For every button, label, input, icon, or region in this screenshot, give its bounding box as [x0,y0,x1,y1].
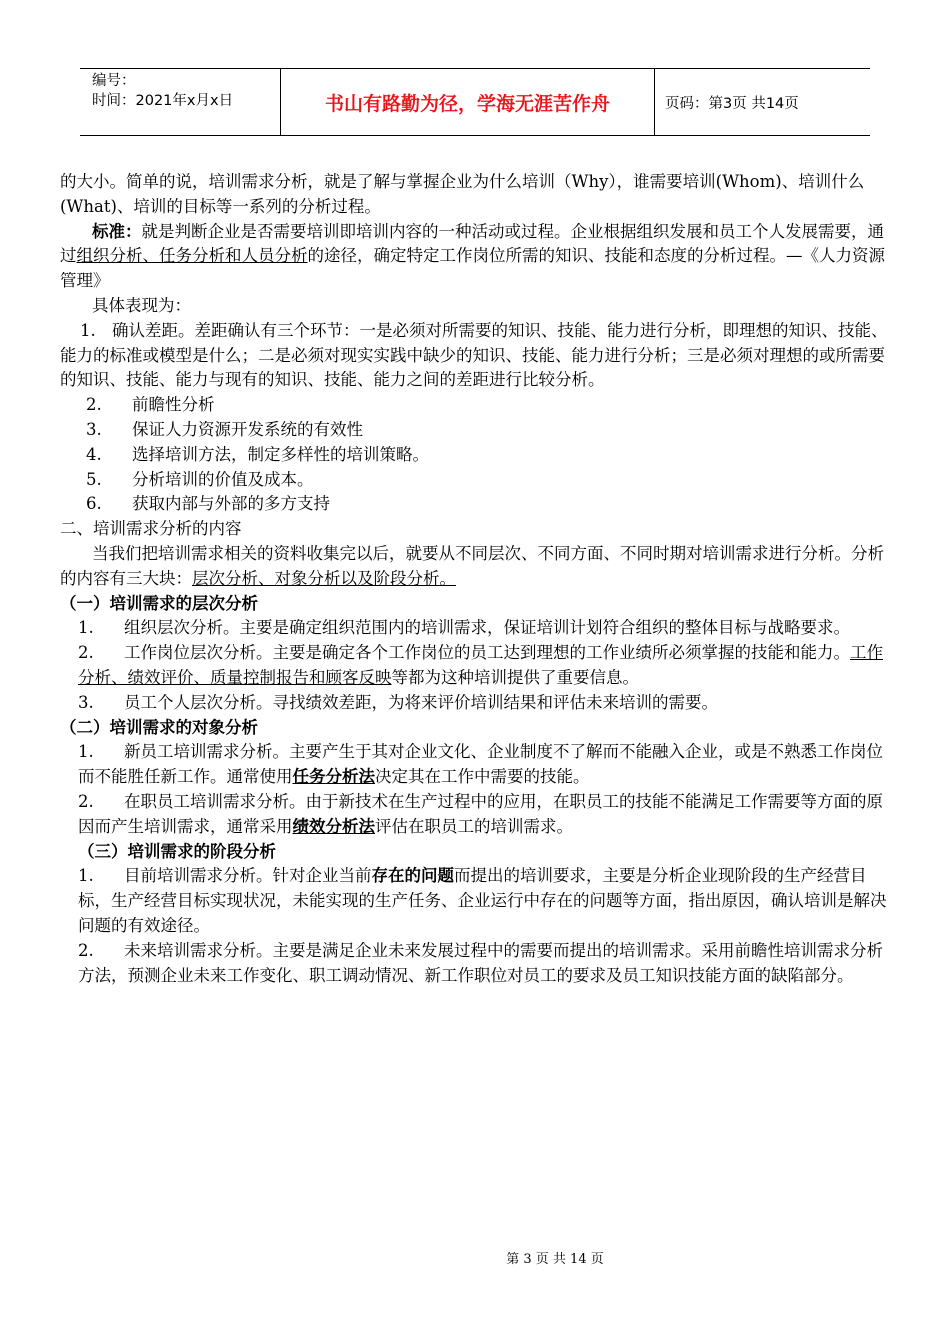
list-text: 在职员工培训需求分析。由于新技术在生产过程中的应用，在职员工的技能不能满足工作需要等方面的原因而产生培训需求，通常采用 [78,791,883,836]
list-number: 3. [78,692,94,712]
underlined-term: 组织分析、任务分析和人员分析 [76,246,308,266]
list-text: 组织层次分析。主要是确定组织范围内的培训需求，保证培训计划符合组织的整体目标与战略要求。 [124,618,850,638]
paragraph: 的大小。简单的说，培训需求分析，就是了解与掌握企业为什么培训（Why），谁需要培训(Whom)、培训什么(What)、培训的目标等一系列的分析过程。 [60,172,865,216]
list-number: 2. [86,395,102,415]
paragraph [60,542,892,592]
list-number: 1. [80,320,96,340]
list-item [60,468,892,493]
underlined-term: 工作分析、绩效评价、质量控制报告和顾客反映 [78,643,883,687]
list-text: 保证人力资源开发系统的有效性 [132,419,363,439]
list-text: 获取内部与外部的多方支持 [132,494,330,514]
list-text: 选择培训方法，制定多样性的培训策略。 [132,444,429,464]
header-meta [80,69,280,135]
list-item [60,443,892,468]
list-text: 目前培训需求分析。针对企业当前 [124,866,372,886]
list-number: 6. [86,494,102,514]
code-label: 编号： [92,73,136,89]
list-text: 等都为这种培训提供了重要信息。 [391,667,639,687]
page-header [80,68,870,136]
list-number: 2. [78,791,94,811]
text: 当我们把培训需求相关的资料收集完以后，就要从不同层次、不同方面、不同时期对培训需求进行分析。分析的内容有三大块： [60,543,884,588]
subsection-heading: （三）培训需求的阶段分析 [78,841,276,861]
list-text: 决定其在工作中需要的技能。 [375,767,590,787]
list-text: 而提出的培训要求，主要是分析企业现阶段的生产经营目标，生产经营目标实现状况，未能实现的生产任务、企业运行中存在的问题等方面，指出原因，确认培训是解决问题的有效途径。 [78,866,887,935]
list-number: 3. [86,419,102,439]
list-item [60,492,892,517]
list-text: 确认差距。差距确认有三个环节：一是必须对所需要的知识、技能、能力进行分析，即理想的知识、技能、能力的标准或模型是什么；二是必须对现实实践中缺少的知识、技能、能力进行分析；三是必须对理想的或所需要的知识、技能、能力与现有的知识、技能、能力之间的差距进行比较分析。 [60,320,888,390]
list-text: 前瞻性分析 [132,395,215,415]
header-motto: 书山有路勤为径，学海无涯苦作舟 [280,69,655,135]
text: 就是判断企业是否需要培训即培训内容的一种活动或过程。企业根据组织发展和员工个人发展需要，通过 [60,221,884,266]
list-item [60,939,892,989]
paragraph-standard [60,220,892,294]
list-item [60,691,892,716]
paragraph: 具体表现为： [92,295,191,315]
bold-term: 存在的问题 [371,866,454,886]
list-item [60,790,892,840]
bold-term: 标准： [92,221,142,241]
list-item [60,616,892,641]
text: 的途径，确定特定工作岗位所需的知识、技能和态度的分析过程。—《人力资源管理》 [60,246,885,291]
list-item [60,319,892,393]
page-footer: 第 3 页 共 14 页 [506,1252,604,1267]
list-number: 2. [78,940,94,960]
list-item [60,641,892,691]
time-label: 时间：2021年x月x日 [92,93,234,109]
bold-underlined-term: 任务分析法 [292,767,375,787]
document-body [60,170,892,988]
subsection-heading: （二）培训需求的对象分析 [60,717,258,737]
list-text: 评估在职员工的培训需求。 [375,816,573,836]
list-number: 4. [86,444,102,464]
subsection-heading: （一）培训需求的层次分析 [60,593,258,613]
bold-underlined-term: 绩效分析法 [292,816,375,836]
list-number: 5. [86,469,102,489]
list-item [60,393,892,418]
list-text: 未来培训需求分析。主要是满足企业未来发展过程中的需要而提出的培训需求。采用前瞻性培训需求分析方法，预测企业未来工作变化、职工调动情况、新工作职位对员工的要求及员工知识技能方面的缺陷部分。 [78,940,883,985]
list-text: 分析培训的价值及成本。 [132,469,314,489]
list-number: 2. [78,643,94,663]
list-text: 新员工培训需求分析。主要产生于其对企业文化、企业制度不了解而不能融入企业，或是不熟悉工作岗位而不能胜任新工作。通常使用 [78,742,883,787]
list-number: 1. [78,742,94,762]
list-item [60,418,892,443]
list-number: 1. [78,618,94,638]
list-item [60,740,892,790]
section-heading: 二、培训需求分析的内容 [60,519,242,539]
underlined-term: 层次分析、对象分析以及阶段分析。 [192,568,456,588]
list-item [60,864,892,938]
header-page-info: 页码：第3页 共14页 [665,95,799,112]
list-number: 1. [78,866,94,886]
list-text: 工作岗位层次分析。主要是确定各个工作岗位的员工达到理想的工作业绩所必须掌握的技能和能力。 [124,643,850,663]
list-text: 员工个人层次分析。寻找绩效差距，为将来评价培训结果和评估未来培训的需要。 [124,692,718,712]
